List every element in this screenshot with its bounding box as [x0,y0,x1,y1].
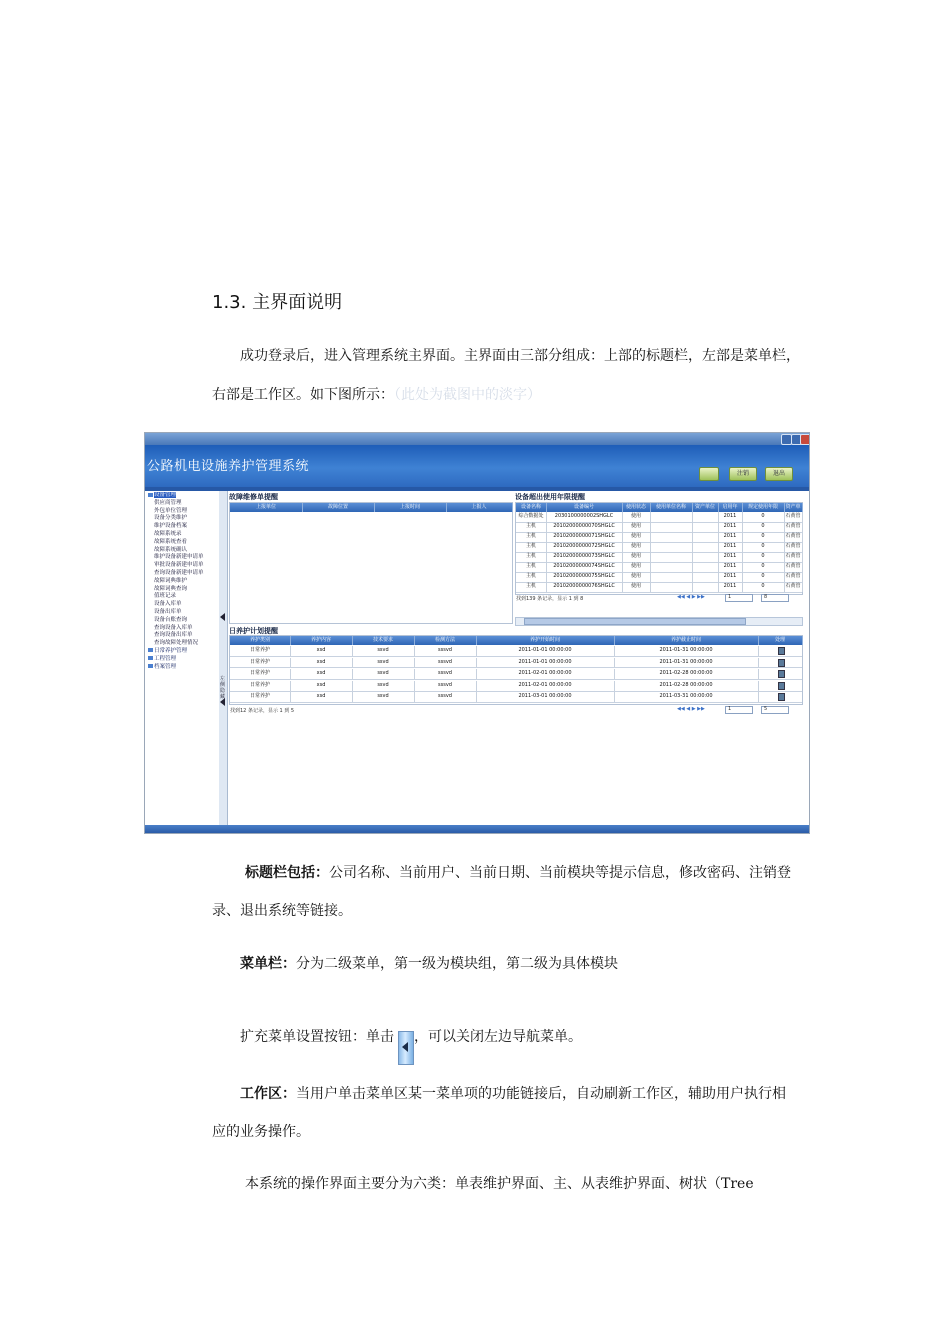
table-cell: 综合数据处 [516,512,547,522]
table-cell [692,512,719,522]
status-bar [145,825,809,833]
window-top-strip [145,433,809,445]
table-cell: 2011-01-31 00:00:00 [614,646,759,656]
plan-panel-title: 日养护计划提醒 [229,627,278,635]
menubar-text: 分为二级菜单，第一级为模块组，第二级为具体模块 [296,956,618,972]
menu-item[interactable]: 设备台账查询 [154,616,188,623]
table-row[interactable] [230,692,802,703]
titlebar-label: 标题栏包括： [245,865,329,881]
column-header[interactable]: 设备名称 [516,503,547,512]
table-cell: 主机 [516,562,547,572]
table-cell: 2011 [718,572,743,582]
sidebar-toggle-label: 左侧隐藏 [220,676,226,700]
titlebar-text-1: 公司名称、当前用户、当前日期、当前模块等提示信息，修改密码、注销登 [329,865,791,881]
edit-icon[interactable] [778,670,785,678]
table-cell: 0 [742,562,785,572]
types-para: 本系统的操作界面主要分为六类：单表维护界面、主、从表维护界面、树状（Tree [245,1176,754,1192]
table-cell: 2011-01-01 00:00:00 [476,658,615,668]
table-cell: 石黄管 [784,562,803,572]
column-header[interactable]: 启用年 [718,503,743,512]
menu-item[interactable]: 故障词典查询 [154,585,188,592]
table-cell [692,522,719,532]
fault-table-header [230,503,512,512]
menu-group-equipment[interactable] [148,492,204,500]
workarea-text-1: 当用户单击菜单区某一菜单项的功能链接后，自动刷新工作区，辅助用户执行相 [296,1086,786,1102]
fault-panel-title: 故障维修单提醒 [229,493,278,501]
menu-group-engineering[interactable] [148,656,204,664]
column-header[interactable]: 处理 [758,636,803,645]
plan-page-value: 1 [728,706,732,712]
equip-pagesize-select[interactable] [761,594,789,602]
table-cell: 使用 [622,542,651,552]
workarea-para-line-2: 应的业务操作。 [212,1124,310,1140]
table-cell: 石黄管 [784,522,803,532]
table-cell: 日常养护 [230,658,291,668]
edit-icon[interactable] [778,659,785,667]
plan-pager-nav-icons[interactable]: ◀◀ ◀ ▶ ▶▶ [677,706,705,712]
table-cell: 20102000000072SHGLC [546,542,623,552]
sidebar-menu [145,491,220,829]
plan-table [229,635,803,705]
column-header[interactable]: 规定使用年限 [742,503,785,512]
table-cell: 2011-02-28 00:00:00 [614,681,759,691]
folder-icon [148,664,153,668]
exit-button[interactable]: 退出 [765,467,793,481]
table-cell [650,512,693,522]
plan-page-select[interactable] [725,706,753,714]
table-cell: ssvd [352,692,415,702]
menu-item[interactable]: 审批设备新建申请单 [154,562,204,569]
column-header[interactable]: 上报时间 [374,503,447,512]
table-cell [650,522,693,532]
main-interface-screenshot [144,432,810,834]
menu-item[interactable]: 故障系统录 [154,530,182,537]
menubar-label: 菜单栏： [240,956,296,972]
table-cell: 0 [742,542,785,552]
table-cell [692,582,719,592]
sidebar-toggle[interactable] [219,491,228,829]
edit-icon[interactable] [778,647,785,655]
menu-item[interactable]: 设备分类维护 [154,515,188,522]
folder-icon [148,656,153,660]
intro-line-1: 成功登录后，进入管理系统主界面。主界面由三部分组成：上部的标题栏，左部是菜单栏， [240,348,800,364]
table-cell [650,532,693,542]
column-header[interactable]: 上报单位 [230,503,303,512]
logout-button[interactable]: 注销 [729,467,757,481]
collapse-arrow-icon [220,613,225,621]
menu-item[interactable]: 设备入库单 [154,601,182,608]
table-cell: 日常养护 [230,669,291,679]
table-cell: 2011-03-31 00:00:00 [614,692,759,702]
table-cell: 0 [742,522,785,532]
table-cell: 日常养护 [230,646,291,656]
table-cell: 0 [742,552,785,562]
home-button[interactable] [699,467,719,481]
table-cell: 石黄管 [784,552,803,562]
table-cell: 0 [742,572,785,582]
table-cell: 2011 [718,562,743,572]
menu-group-daily-maintenance[interactable] [148,648,204,656]
menubar-para [240,954,618,974]
table-row[interactable] [230,681,802,692]
workarea-para-line-1 [240,1084,786,1104]
table-cell: sssvd [414,692,477,702]
table-cell: 主机 [516,582,547,592]
table-cell: 使用 [622,522,651,532]
table-cell: 20102000000071SHGLC [546,532,623,542]
table-cell: sssvd [414,681,477,691]
table-cell: 主机 [516,522,547,532]
table-cell: 使用 [622,552,651,562]
menu-item[interactable]: 维护设备新建申请单 [154,554,204,561]
column-header[interactable]: 使用单位名称 [650,503,693,512]
table-cell [650,582,693,592]
table-cell: sssvd [414,658,477,668]
menu-item[interactable]: 查询设备出库单 [154,632,193,639]
table-cell: sssvd [414,646,477,656]
column-header[interactable]: 技术要求 [352,636,415,645]
table-cell: ssvd [352,681,415,691]
table-cell: 主机 [516,572,547,582]
folder-icon [148,648,153,652]
menu-item[interactable]: 故障词典维护 [154,577,188,584]
equip-page-value: 1 [728,594,732,600]
intro-line-2 [212,385,541,405]
plan-pagesize-value: 5 [764,706,768,712]
table-row[interactable] [230,658,802,669]
table-cell: 主机 [516,532,547,542]
table-cell: 使用 [622,512,651,522]
table-cell: ssvd [352,669,415,679]
table-cell: 2011 [718,522,743,532]
table-row[interactable] [516,582,802,593]
folder-icon [148,493,153,497]
table-cell: 20102000000076SHGLC [546,582,623,592]
table-cell: 使用 [622,572,651,582]
menu-item[interactable]: 值班记录 [154,593,177,600]
table-cell: 日常养护 [230,692,291,702]
equip-panel-title: 设备超出使用年限提醒 [515,493,585,501]
titlebar-para-line-1 [245,863,791,883]
table-cell: 2011-01-01 00:00:00 [476,646,615,656]
table-cell: 石黄管 [784,572,803,582]
table-cell: 20102000000073SHGLC [546,552,623,562]
column-header[interactable]: 使用状态 [622,503,651,512]
table-cell [650,572,693,582]
table-cell [692,552,719,562]
table-cell: 2011-02-01 00:00:00 [476,669,615,679]
table-cell: xsd [290,692,353,702]
menu-item[interactable]: 设备出库单 [154,608,182,615]
menu-group-archives[interactable] [148,664,204,672]
table-cell: 0 [742,532,785,542]
faint-text: （此处为截图中的淡字） [394,387,541,403]
column-header[interactable]: 养护内容 [290,636,353,645]
equip-horizontal-scrollbar[interactable] [515,617,803,626]
table-cell: 2011-02-28 00:00:00 [614,669,759,679]
table-cell [692,532,719,542]
equip-page-select[interactable] [725,594,753,602]
edit-icon[interactable] [778,693,785,701]
titlebar-para-line-2: 录、退出系统等链接。 [212,903,352,919]
menu-item[interactable]: 查询设备入库单 [154,624,193,631]
table-cell: 20102000000070SHGLC [546,522,623,532]
table-cell [692,542,719,552]
menu-group-label: 工程管理 [154,655,177,662]
workarea-label: 工作区： [240,1086,296,1102]
menu-tree [148,492,204,671]
expand-para-before: 扩充菜单设置按钮：单击 [240,1029,394,1045]
table-cell: 2011-01-31 00:00:00 [614,658,759,668]
table-cell: 2011 [718,552,743,562]
table-row[interactable] [230,669,802,680]
table-cell: ssvd [352,646,415,656]
table-cell: 使用 [622,582,651,592]
menu-group-label: 设备管理 [154,492,177,498]
collapse-arrow-icon [220,698,225,706]
table-cell: sssvd [414,669,477,679]
table-cell [692,562,719,572]
table-cell: 20102000000074SHGLC [546,562,623,572]
plan-pager-text: 找到12 条记录，显示 1 到 5 [230,708,295,714]
menu-item[interactable]: 供应商管理 [154,499,182,506]
table-cell: 0 [742,582,785,592]
menu-item[interactable]: 故障系统确认 [154,546,188,553]
table-cell: 2011 [718,582,743,592]
table-cell: xsd [290,658,353,668]
table-cell [692,572,719,582]
table-cell [650,542,693,552]
edit-icon[interactable] [778,682,785,690]
expand-para-after: ，可以关闭左边导航菜单。 [414,1029,582,1045]
column-header[interactable]: 资产单 [784,503,803,512]
table-cell: 石黄管 [784,532,803,542]
column-header[interactable]: 养护截止时间 [614,636,759,645]
table-cell: 2011-02-01 00:00:00 [476,681,615,691]
table-cell: 0 [742,512,785,522]
table-cell: 2011 [718,532,743,542]
table-cell: xsd [290,681,353,691]
table-cell: 2011 [718,542,743,552]
section-heading: 1.3. 主界面说明 [212,292,343,313]
table-cell: 2011-03-01 00:00:00 [476,692,615,702]
table-cell: xsd [290,646,353,656]
column-header[interactable]: 设备编号 [546,503,623,512]
equip-table-header [516,503,802,512]
fault-table [229,502,513,624]
equip-pagesize-value: 8 [764,594,768,600]
plan-table-header [230,636,802,645]
equip-table [515,502,803,595]
table-cell [650,562,693,572]
scroll-thumb[interactable] [524,618,746,625]
table-cell: 使用 [622,562,651,572]
table-cell: 石黄管 [784,542,803,552]
table-cell: 日常养护 [230,681,291,691]
menu-item[interactable]: 外包单位管理 [154,507,188,514]
table-cell: 2011 [718,512,743,522]
close-icon[interactable] [800,434,810,445]
header-divider [145,487,809,491]
table-cell: xsd [290,669,353,679]
table-cell: 20102000000075SHGLC [546,572,623,582]
table-cell: 主机 [516,542,547,552]
menu-item[interactable]: 维护设备档案 [154,523,188,530]
table-cell: 主机 [516,552,547,562]
menu-group-label: 档案管理 [154,663,177,670]
menu-group-label: 日常养护管理 [154,647,188,654]
column-header[interactable]: 上报人 [446,503,513,512]
app-title: 公路机电设施养护管理系统 [147,459,310,474]
expand-menu-button-icon [398,1031,414,1065]
table-cell: 2030100000002SHGLC [546,512,623,522]
table-cell: 石黄管 [784,512,803,522]
table-cell: 使用 [622,532,651,542]
table-row[interactable] [230,646,802,657]
column-header[interactable]: 养护开始时间 [476,636,615,645]
menu-item[interactable]: 故障系统查看 [154,538,188,545]
column-header[interactable]: 故障位置 [302,503,375,512]
column-header[interactable]: 资产单位 [692,503,719,512]
menu-item[interactable]: 查询故障处理情况 [154,640,199,647]
column-header[interactable]: 检测方法 [414,636,477,645]
equip-pager-nav-icons[interactable]: ◀◀ ◀ ▶ ▶▶ [677,594,705,600]
plan-pagesize-select[interactable] [761,706,789,714]
intro-line-2-text: 右部是工作区。如下图所示： [212,387,394,403]
table-cell [650,552,693,562]
table-cell: 石黄管 [784,582,803,592]
menu-item[interactable]: 查询设备新建申请单 [154,569,204,576]
equip-pager-text: 找到139 条记录，显示 1 到 8 [516,596,584,602]
column-header[interactable]: 养护类别 [230,636,291,645]
table-cell: ssvd [352,658,415,668]
